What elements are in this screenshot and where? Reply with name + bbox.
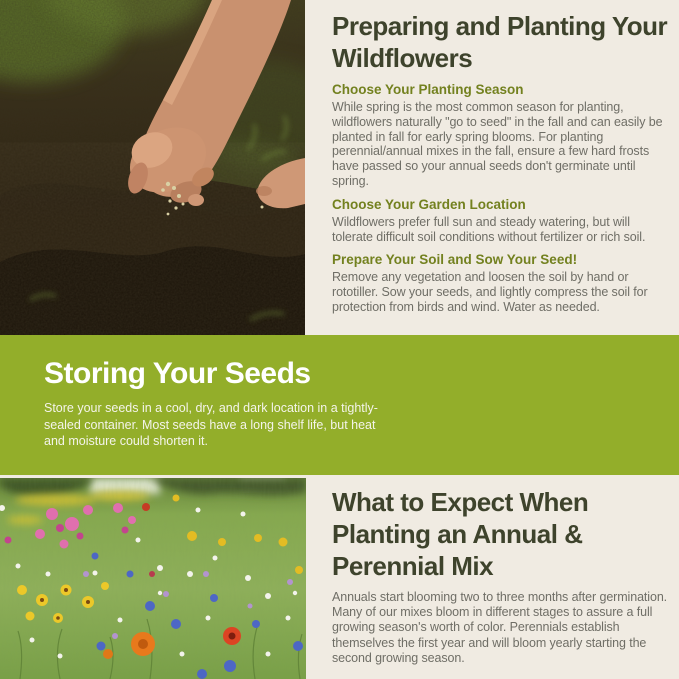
expect-section [332, 486, 674, 666]
sowing-seeds-photo [0, 0, 305, 335]
wildflower-meadow-photo [0, 478, 306, 679]
planting-subheading-soil: Prepare Your Soil and Sow Your Seed! [332, 252, 578, 268]
planting-subsection-soil [332, 252, 674, 314]
storing-text [44, 357, 380, 450]
planting-body-soil: Remove any vegetation and loosen the soil by hand or rototiller. Sow your seeds, and lightly compress the soil for protection from birds and wind. Water as needed. [332, 270, 648, 314]
storing-body: Store your seeds in a cool, dry, and dark location in a tightly-sealed container. Most seeds have a long shelf life, but heat and moisture could shorten it. [44, 401, 378, 448]
planting-section [332, 10, 674, 315]
planting-subheading-location: Choose Your Garden Location [332, 196, 526, 212]
planting-body-season: While spring is the most common season for planting, wildflowers naturally "go to seed" in the fall and can easily be planted in fall for early spring blooms. For planting perennial/annual mixes in the fall, ensure a few hard frosts have passed so your annual seeds don't germinate until spring. [332, 100, 663, 188]
expect-heading: What to Expect When Planting an Annual & Perennial Mix [332, 487, 589, 581]
storing-section [0, 335, 679, 475]
planting-body-location: Wildflowers prefer full sun and steady watering, but will tolerate difficult soil conditions without fertilizer or rich soil. [332, 214, 646, 244]
sowing-seeds-illustration [0, 0, 305, 335]
planting-subsection-location [332, 197, 674, 245]
planting-heading: Preparing and Planting Your Wildflowers [332, 11, 668, 73]
planting-subheading-season: Choose Your Planting Season [332, 82, 524, 97]
expect-body: Annuals start blooming two to three months after germination. Many of our mixes bloom in different stages to assure a full growing season's worth of color. Perennials establish themselves the first year and will bloom yearly starting the second growing season. [332, 590, 668, 665]
wildflower-meadow-illustration [0, 478, 306, 679]
storing-heading: Storing Your Seeds [44, 357, 311, 390]
planting-subsection-season [332, 82, 674, 189]
